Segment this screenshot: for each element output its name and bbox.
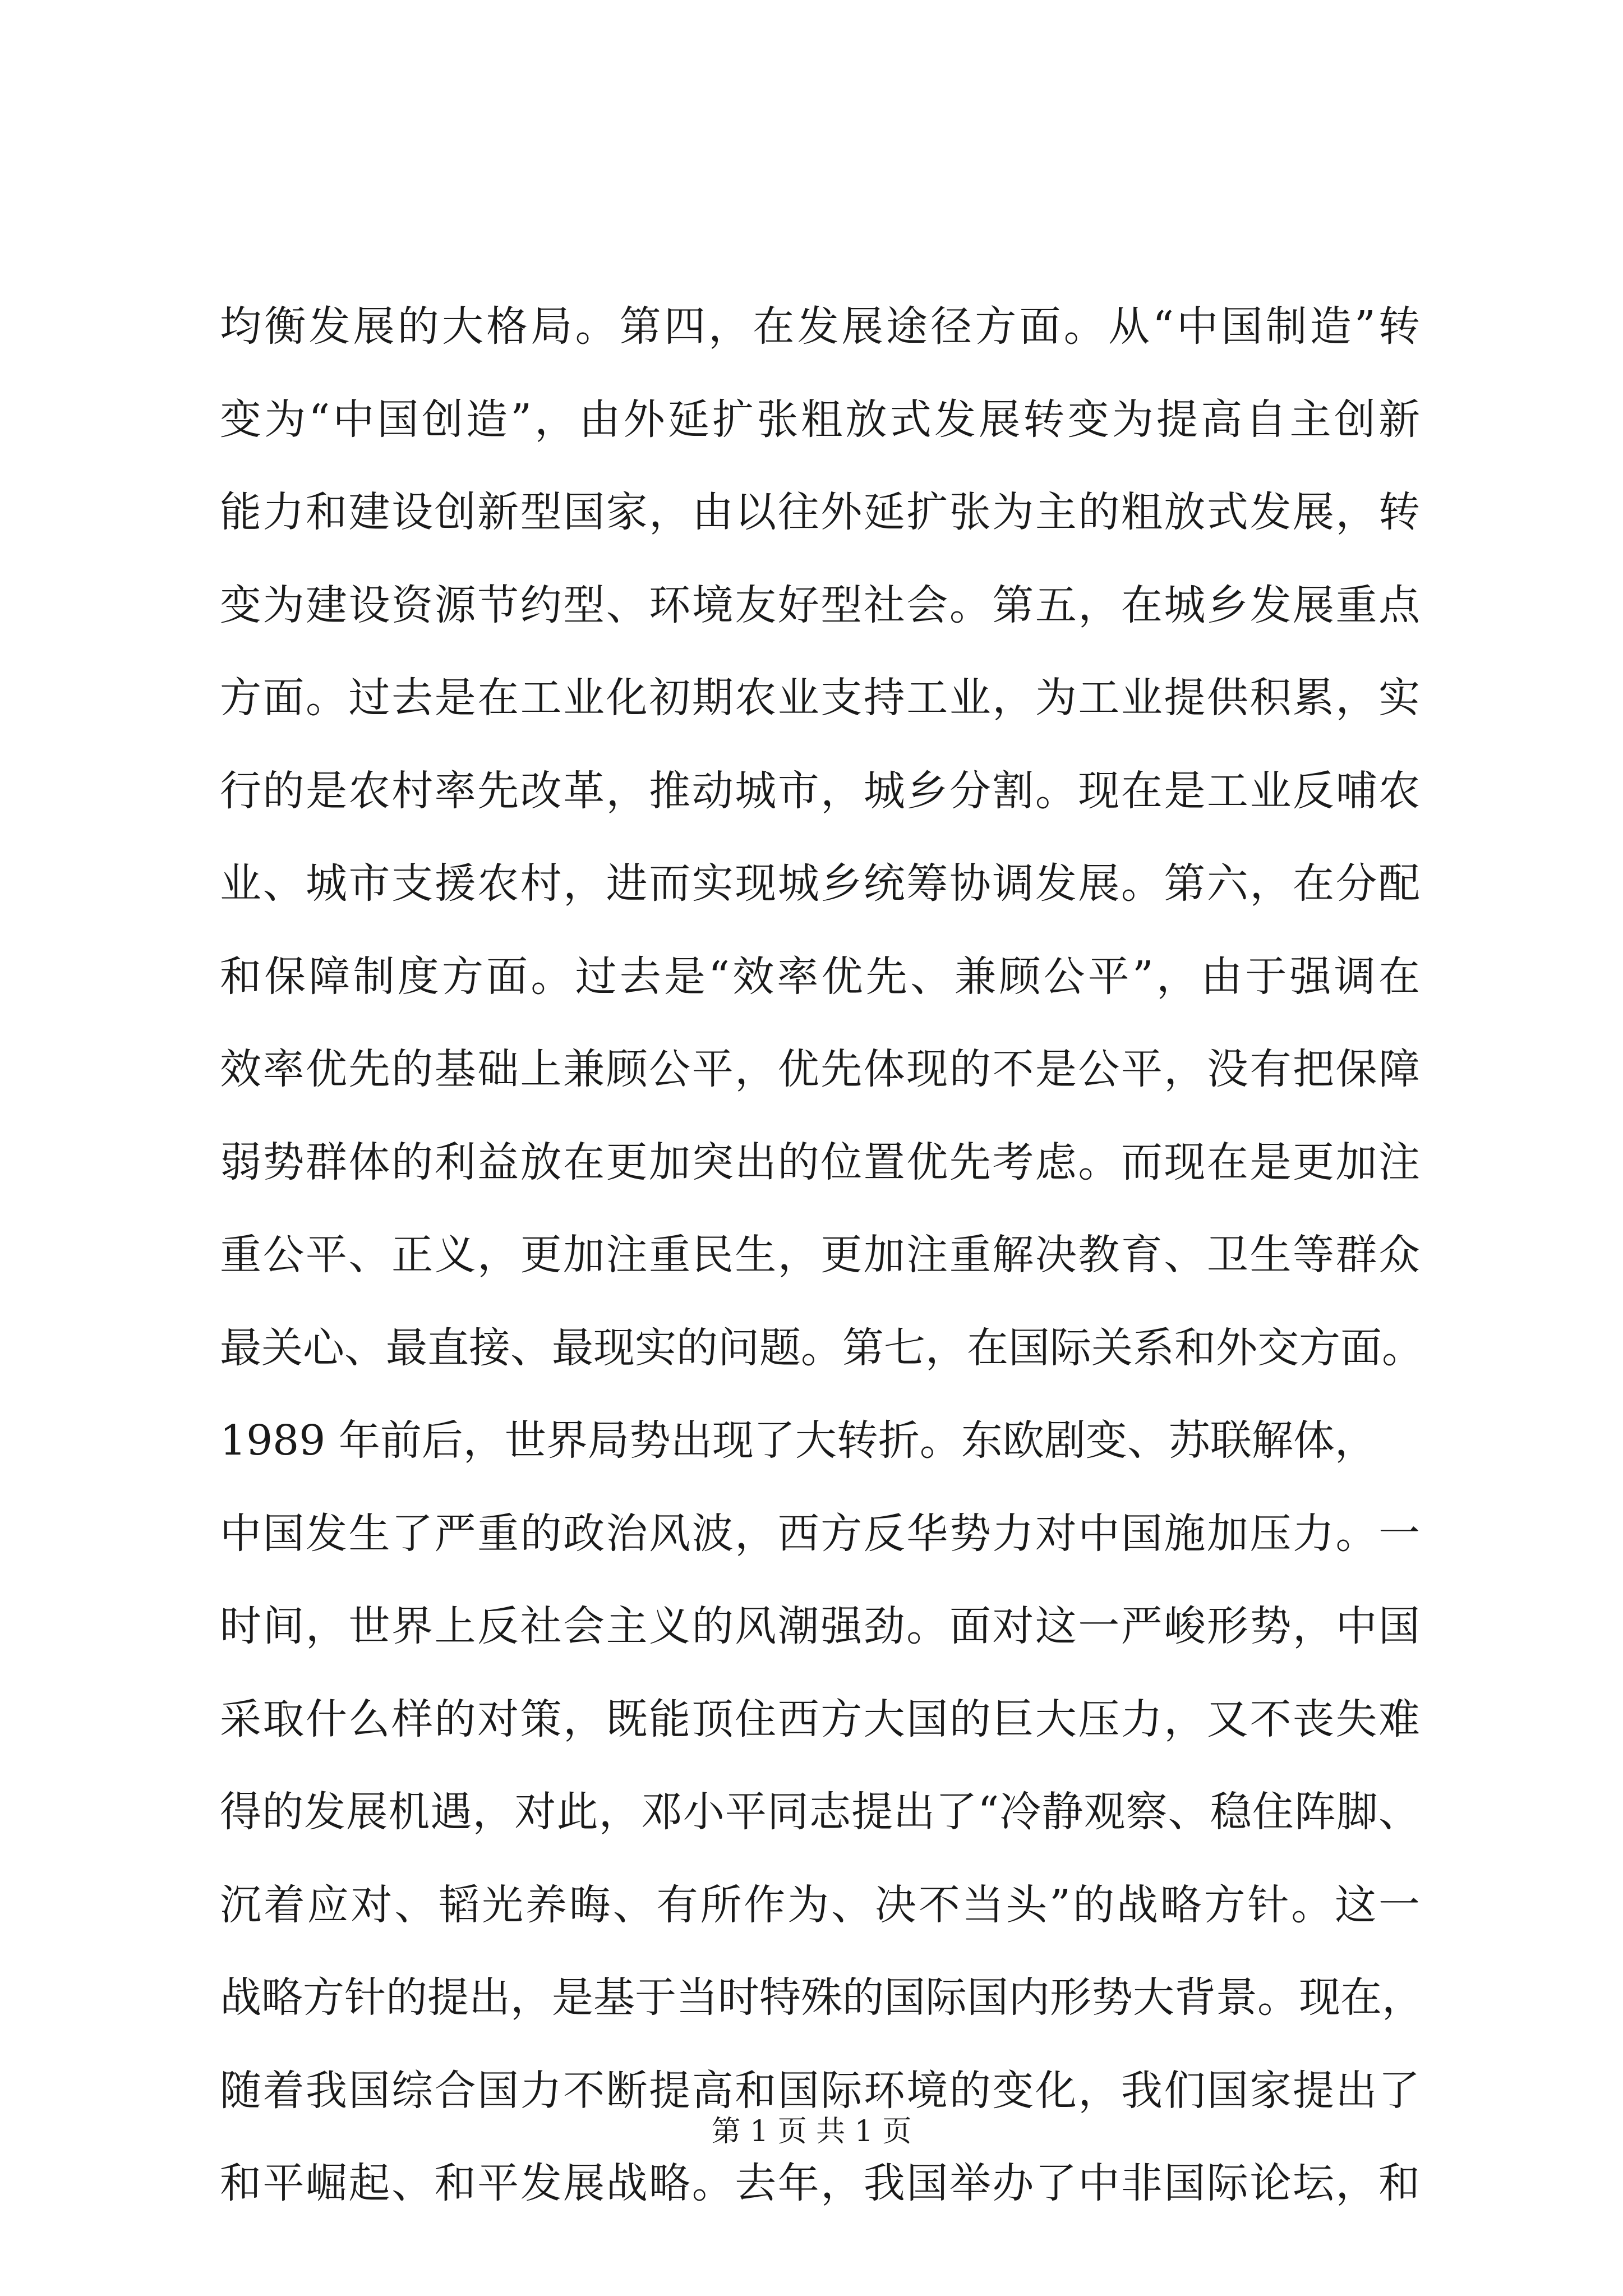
- text-line: 重公平、正义，更加注重民生，更加注重解决教育、卫生等群众: [220, 1231, 1420, 1279]
- text-line: 行的是农村率先改革，推动城市，城乡分割。现在是工业反哺农: [220, 766, 1420, 815]
- text-line: 时间，世界上反社会主义的风潮强劲。面对这一严峻形势，中国: [220, 1602, 1420, 1650]
- text-line: 能力和建设创新型国家，由以往外延扩张为主的粗放式发展，转: [220, 488, 1420, 536]
- text-line: 和平崛起、和平发展战略。去年，我国举办了中非国际论坛，和: [220, 2159, 1420, 2207]
- text-line: 效率优先的基础上兼顾公平，优先体现的不是公平，没有把保障: [220, 1045, 1420, 1093]
- text-line: 随着我国综合国力不断提高和国际环境的变化，我们国家提出了: [220, 2066, 1420, 2115]
- page-number-label: 第 1 页 共 1 页: [711, 2115, 912, 2148]
- body-text: [220, 280, 1423, 2230]
- text-line: 沉着应对、韬光养晦、有所作为、决不当头”的战略方针。这一: [220, 1880, 1420, 1929]
- page-footer: [0, 2112, 1623, 2151]
- text-line: 中国发生了严重的政治风波，西方反华势力对中国施加压力。一: [220, 1509, 1420, 1558]
- text-line: 弱势群体的利益放在更加突出的位置优先考虑。而现在是更加注: [220, 1138, 1420, 1186]
- text-line: 和保障制度方面。过去是“效率优先、兼顾公平”，由于强调在: [220, 952, 1420, 1001]
- text-line: 1989 年前后，世界局势出现了大转折。东欧剧变、苏联解体，: [220, 1416, 1376, 1465]
- text-line: 得的发展机遇，对此，邓小平同志提出了“冷静观察、稳住阵脚、: [220, 1788, 1420, 1836]
- text-line: 最关心、最直接、最现实的问题。第七，在国际关系和外交方面。: [220, 1323, 1423, 1372]
- text-line: 业、城市支援农村，进而实现城乡统筹协调发展。第六，在分配: [220, 859, 1420, 908]
- text-line: 均衡发展的大格局。第四，在发展途径方面。从“中国制造”转: [220, 302, 1420, 351]
- text-line: 战略方针的提出，是基于当时特殊的国际国内形势大背景。现在，: [220, 1973, 1423, 2022]
- text-line: 变为“中国创造”，由外延扩张粗放式发展转变为提高自主创新: [220, 395, 1420, 444]
- text-line: 方面。过去是在工业化初期农业支持工业，为工业提供积累，实: [220, 674, 1420, 722]
- text-line: 采取什么样的对策，既能顶住西方大国的巨大压力，又不丧失难: [220, 1695, 1420, 1743]
- text-line: 变为建设资源节约型、环境友好型社会。第五，在城乡发展重点: [220, 581, 1420, 629]
